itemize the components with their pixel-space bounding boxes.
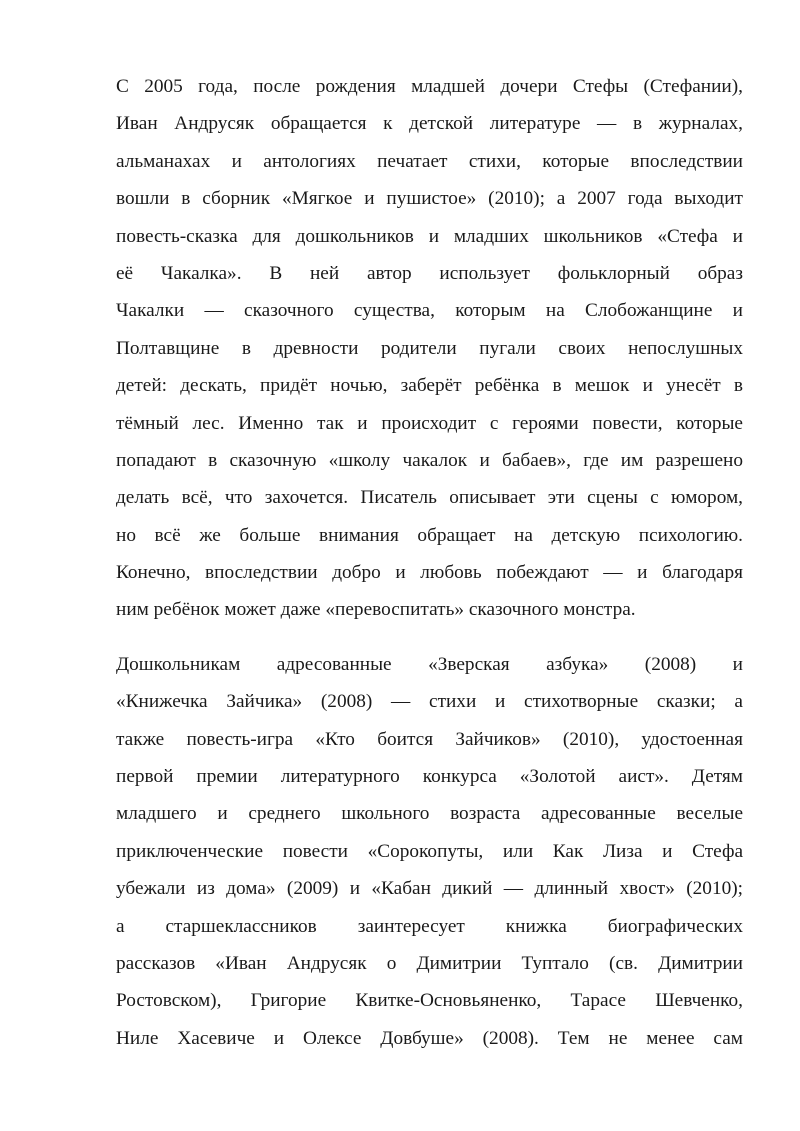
text-line: младшего и среднего школьного возраста адресованные веселые	[116, 803, 743, 825]
text-line: «Книжечка Зайчика» (2008) — стихи и стихотворные сказки; а	[116, 691, 743, 713]
text-line: вошли в сборник «Мягкое и пушистое» (2010); а 2007 года выходит	[116, 188, 743, 210]
text-line: Полтавщине в древности родители пугали своих непослушных	[116, 337, 743, 359]
text-line: С 2005 года, после рождения младшей дочери Стефы (Стефании),	[116, 76, 743, 97]
paragraph-1	[116, 68, 743, 629]
text-line: Дошкольникам адресованные «Зверская азбука» (2008) и	[116, 653, 743, 675]
text-line: Чакалки — сказочного существа, которым на Слобожанщине и	[116, 300, 743, 322]
text-line: рассказов «Иван Андрусяк о Димитрии Туптало (св. Димитрии	[116, 952, 743, 974]
text-line: ним ребёнок может даже «перевоспитать» сказочного монстра.	[116, 599, 636, 621]
text-line: альманахах и антологиях печатает стихи, которые впоследствии	[116, 150, 743, 172]
text-line: но всё же больше внимания обращает на детскую психологию.	[116, 524, 743, 546]
text-line: приключенческие повести «Сорокопуты, или Как Лиза и Стефа	[116, 840, 743, 862]
text-line: детей: дескать, придёт ночью, заберёт ребёнка в мешок и унесёт в	[116, 375, 743, 397]
text-line: Ростовском), Григорие Квитке-Основьяненко, Тарасе Шевченко,	[116, 990, 743, 1012]
paragraph-2	[116, 646, 743, 1057]
text-line: убежали из дома» (2009) и «Кабан дикий — длинный хвост» (2010);	[116, 878, 743, 900]
text-line: а старшеклассников заинтересует книжка биографических	[116, 915, 743, 937]
text-line: Иван Андрусяк обращается к детской литературе — в журналах,	[116, 113, 743, 135]
text-line: Ниле Хасевиче и Олексе Довбуше» (2008). Тем не менее сам	[116, 1027, 743, 1049]
text-line: Конечно, впоследствии добро и любовь побеждают — и благодаря	[116, 562, 743, 584]
text-line: делать всё, что захочется. Писатель описывает эти сцены с юмором,	[116, 487, 743, 509]
text-line: первой премии литературного конкурса «Золотой аист». Детям	[116, 766, 743, 788]
text-line: также повесть-игра «Кто боится Зайчиков» (2010), удостоенная	[116, 728, 743, 750]
text-line: попадают в сказочную «школу чакалок и бабаев», где им разрешено	[116, 449, 743, 471]
text-line: повесть-сказка для дошкольников и младших школьников «Стефа и	[116, 225, 743, 247]
text-line: тёмный лес. Именно так и происходит с героями повести, которые	[116, 412, 743, 434]
document-page	[116, 68, 743, 1057]
text-line: её Чакалка». В ней автор использует фольклорный образ	[116, 262, 743, 284]
